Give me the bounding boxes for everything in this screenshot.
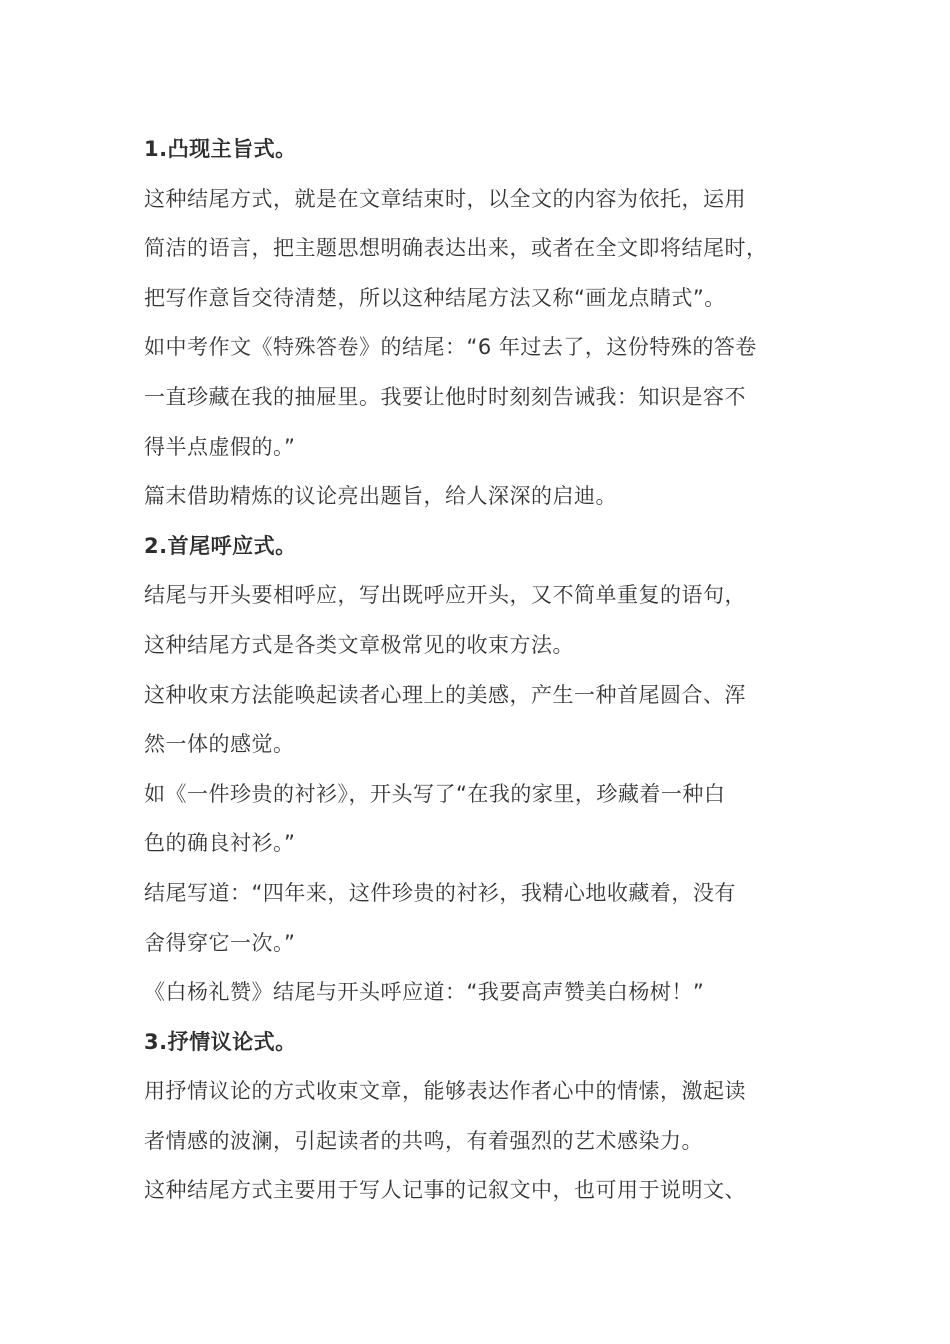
paragraph-line: 得半点虚假的。” bbox=[144, 434, 296, 459]
paragraph-line: 结尾与开头要相呼应，写出既呼应开头，又不简单重复的语句， bbox=[144, 583, 746, 608]
paragraph-line: 篇末借助精炼的议论亮出题旨，给人深深的启迪。 bbox=[144, 484, 617, 509]
paragraph-line: 然一体的感觉。 bbox=[144, 732, 295, 757]
section-heading-3: 3.抒情议论式。 bbox=[144, 1029, 297, 1054]
paragraph-line: 简洁的语言，把主题思想明确表达出来，或者在全文即将结尾时， bbox=[144, 236, 768, 261]
paragraph-line: 者情感的波澜，引起读者的共鸣，有着强烈的艺术感染力。 bbox=[144, 1128, 703, 1153]
paragraph-line: 一直珍藏在我的抽屉里。我要让他时时刻刻告诫我：知识是容不 bbox=[144, 384, 746, 409]
paragraph-line: 《白杨礼赞》结尾与开头呼应道：“我要高声赞美白杨树！” bbox=[144, 980, 705, 1005]
paragraph-line: 用抒情议论的方式收束文章，能够表达作者心中的情愫，激起读 bbox=[144, 1079, 746, 1104]
paragraph-line: 这种结尾方式是各类文章极常见的收束方法。 bbox=[144, 632, 574, 657]
paragraph-line: 这种结尾方式主要用于写人记事的记叙文中，也可用于说明文、 bbox=[144, 1178, 746, 1203]
paragraph-line: 结尾写道：“四年来，这件珍贵的衬衫，我精心地收藏着，没有 bbox=[144, 880, 736, 905]
paragraph-line: 这种结尾方式，就是在文章结束时，以全文的内容为依托，运用 bbox=[144, 186, 746, 211]
paragraph-line: 这种收束方法能唤起读者心理上的美感，产生一种首尾圆合、浑 bbox=[144, 682, 746, 707]
paragraph-line: 舍得穿它一次。” bbox=[144, 930, 296, 955]
document-page bbox=[144, 125, 844, 1216]
section-heading-1: 1.凸现主旨式。 bbox=[144, 137, 297, 161]
paragraph-line: 如《一件珍贵的衬衫》，开头写了“在我的家里，珍藏着一种白 bbox=[144, 781, 726, 806]
paragraph-line: 色的确良衬衫。” bbox=[144, 831, 296, 856]
paragraph-line: 把写作意旨交待清楚，所以这种结尾方法又称“画龙点睛式”。 bbox=[144, 285, 726, 310]
section-heading-2: 2.首尾呼应式。 bbox=[144, 533, 297, 558]
paragraph-line: 如中考作文《特殊答卷》的结尾：“6 年过去了，这份特殊的答卷 bbox=[144, 335, 757, 360]
